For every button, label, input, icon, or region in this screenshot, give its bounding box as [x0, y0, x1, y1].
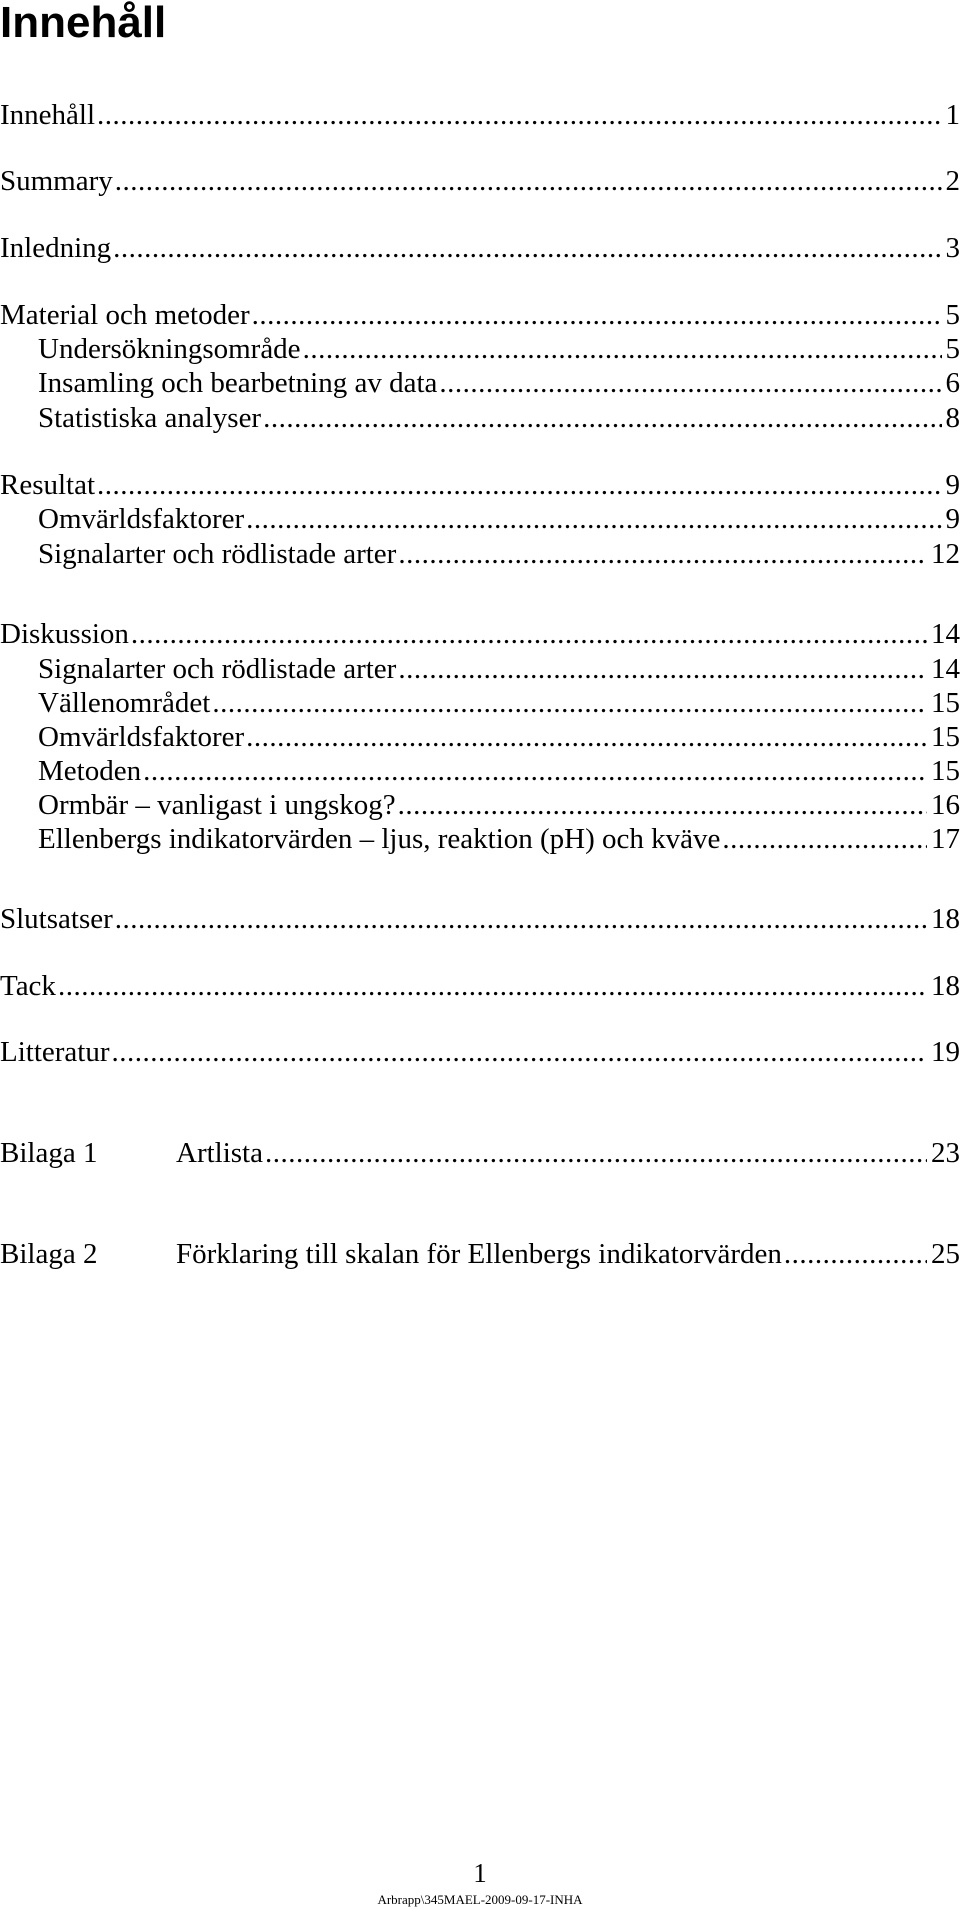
dot-leader — [210, 686, 927, 720]
toc-entry-page: 14 — [931, 653, 960, 685]
toc-entry-ellenberg[interactable] — [38, 822, 960, 856]
appendix-label-bilaga-2: Bilaga 2 — [0, 1238, 98, 1270]
toc-entry-page: 5 — [945, 299, 960, 331]
toc-entry-label: Metoden — [38, 755, 142, 787]
toc-entry-signalarter-2[interactable] — [38, 652, 960, 686]
toc-entry-label: Insamling och bearbetning av data — [38, 367, 438, 399]
toc-entry-label: Tack — [0, 970, 56, 1002]
toc-entry-page: 23 — [931, 1137, 960, 1169]
document-code: Arbrapp\345MAEL-2009-09-17-INHA — [377, 1892, 583, 1907]
toc-entry-page: 6 — [945, 367, 960, 399]
toc-entry-page: 15 — [931, 687, 960, 719]
toc-entry-label: Material och metoder — [0, 299, 250, 331]
toc-entry-insamling[interactable] — [38, 366, 960, 400]
toc-entry-page: 12 — [931, 538, 960, 570]
toc-entry-label: Signalarter och rödlistade arter — [38, 653, 397, 685]
toc-entry-label: Signalarter och rödlistade arter — [38, 538, 397, 570]
toc-entry-page: 15 — [931, 755, 960, 787]
toc-entry-metoden[interactable] — [38, 754, 960, 788]
toc-entry-page: 18 — [931, 903, 960, 935]
toc-entry-inledning[interactable] — [0, 231, 960, 265]
toc-entry-label: Slutsatser — [0, 903, 113, 935]
toc-entry-page: 9 — [945, 469, 960, 501]
toc-entry-page: 15 — [931, 721, 960, 753]
toc-entry-label: Summary — [0, 165, 113, 197]
dot-leader — [396, 788, 927, 822]
toc-entry-label: Undersökningsområde — [38, 333, 301, 365]
dot-leader — [437, 366, 941, 400]
toc-entry-label: Inledning — [0, 232, 112, 264]
dot-leader — [95, 468, 941, 502]
toc-entry-bilaga-2[interactable] — [176, 1237, 960, 1271]
dot-leader — [129, 617, 927, 651]
toc-entry-page: 8 — [945, 402, 960, 434]
toc-entry-undersokningsomrade[interactable] — [38, 332, 960, 366]
dot-leader — [141, 754, 927, 788]
toc-entry-label: Diskussion — [0, 618, 129, 650]
toc-entry-summary[interactable] — [0, 164, 960, 198]
toc-entry-diskussion[interactable] — [0, 617, 960, 651]
toc-entry-omvarldsfaktorer-1[interactable] — [38, 502, 960, 536]
page-title: Innehåll — [0, 0, 167, 47]
page-number: 1 — [473, 1858, 487, 1888]
dot-leader — [244, 720, 927, 754]
toc-entry-litteratur[interactable] — [0, 1035, 960, 1069]
dot-leader — [250, 298, 942, 332]
toc-entry-label: Omvärldsfaktorer — [38, 721, 245, 753]
dot-leader — [244, 502, 941, 536]
toc-entry-page: 3 — [945, 232, 960, 264]
toc-entry-signalarter-1[interactable] — [38, 537, 960, 571]
toc-entry-label: Omvärldsfaktorer — [38, 503, 245, 535]
dot-leader — [113, 902, 927, 936]
toc-entry-bilaga-1[interactable] — [176, 1136, 960, 1170]
toc-entry-label: Resultat — [0, 469, 96, 501]
toc-entry-page: 17 — [931, 823, 960, 855]
toc-entry-page: 19 — [931, 1036, 960, 1068]
toc-entry-label: Litteratur — [0, 1036, 110, 1068]
dot-leader — [95, 98, 941, 132]
appendix-label-bilaga-1: Bilaga 1 — [0, 1137, 98, 1169]
dot-leader — [301, 332, 942, 366]
dot-leader — [111, 231, 941, 265]
toc-entry-label: Artlista — [176, 1137, 263, 1169]
toc-entry-tack[interactable] — [0, 969, 960, 1003]
toc-entry-page: 18 — [931, 970, 960, 1002]
toc-entry-page: 5 — [945, 333, 960, 365]
toc-entry-label: Statistiska analyser — [38, 402, 262, 434]
toc-entry-vallenomradet[interactable] — [38, 686, 960, 720]
toc-entry-resultat[interactable] — [0, 468, 960, 502]
dot-leader — [782, 1237, 927, 1271]
toc-entry-label: Ellenbergs indikatorvärden – ljus, reaktion (pH) och kväve — [38, 823, 721, 855]
dot-leader — [263, 1136, 927, 1170]
toc-entry-slutsatser[interactable] — [0, 902, 960, 936]
dot-leader — [396, 652, 927, 686]
toc-entry-label: Vällenområdet — [38, 687, 211, 719]
toc-entry-page: 1 — [945, 99, 960, 131]
toc-entry-page: 14 — [931, 618, 960, 650]
dot-leader — [720, 822, 927, 856]
toc-entry-page: 25 — [931, 1238, 960, 1270]
toc-entry-omvarldsfaktorer-2[interactable] — [38, 720, 960, 754]
toc-entry-innehall[interactable] — [0, 98, 960, 132]
toc-entry-statistiska[interactable] — [38, 401, 960, 435]
dot-leader — [56, 969, 927, 1003]
dot-leader — [113, 164, 942, 198]
toc-entry-material[interactable] — [0, 298, 960, 332]
toc-entry-label: Ormbär – vanligast i ungskog? — [38, 789, 396, 821]
dot-leader — [261, 401, 941, 435]
dot-leader — [396, 537, 927, 571]
toc-entry-page: 9 — [945, 503, 960, 535]
toc-entry-page: 2 — [945, 165, 960, 197]
dot-leader — [110, 1035, 927, 1069]
toc-entry-label: Innehåll — [0, 99, 96, 131]
toc-entry-ormbar[interactable] — [38, 788, 960, 822]
toc-entry-label: Förklaring till skalan för Ellenbergs indikatorvärden — [176, 1238, 782, 1270]
toc-entry-page: 16 — [931, 789, 960, 821]
